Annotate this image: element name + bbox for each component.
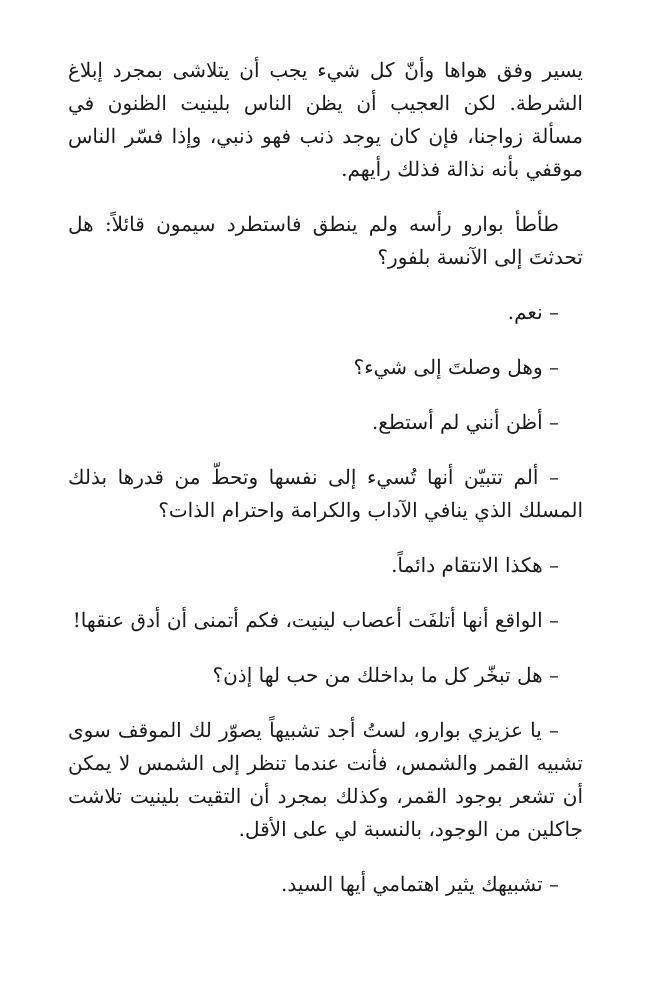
dialogue-line: – هل تبخّر كل ما بداخلك من حب لها إذن؟ <box>212 663 559 687</box>
dialogue-line: – أظن أنني لم أستطع. <box>371 410 559 434</box>
dialogue-line: – تشبيهك يثير اهتمامي أيها السيد. <box>280 872 559 896</box>
paragraph-continued: يسير وفق هواها وأنّ كل شيء يجب أن يتلاشى بمجرد إبلاغ الشرطة. لكن العجيب أن يظن الناس بلينيت الظنون في مسألة زواجنا، فإن كان يوجد ذنب فهو ذنبي، وإذا فسّر الناس موقفي بأنه نذالة فذلك رأيهم. <box>68 58 583 181</box>
paragraph-narration: طأطأ بوارو رأسه ولم ينطق فاستطرد سيمون قائلاً: هل تحدثتَ إلى الآنسة بلفور؟ <box>68 212 583 269</box>
dialogue-line: – يا عزيزي بوارو، لستُ أجد تشبيهاً يصوّر لك الموقف سوى تشبيه القمر والشمس، فأنت عندما تنظر إلى الشمس لا يمكن أن تشعر بوجود القمر، وكذلك بمجرد أن التقيت بلينيت تلاشت جاكلين من الوجود، بالنسبة لي على الأقل. <box>68 718 583 841</box>
dialogue-line: – هكذا الانتقام دائماً. <box>391 553 559 577</box>
dialogue-line: – وهل وصلتَ إلى شيء؟ <box>353 355 559 379</box>
dialogue-line: – ألم تتبيّن أنها تُسيء إلى نفسها وتحطّ من قدرها بذلك المسلك الذي ينافي الآداب والكرامة واحترام الذات؟ <box>68 465 583 522</box>
dialogue-line: – نعم. <box>507 300 559 324</box>
dialogue-line: – الواقع أنها أتلفَت أعصاب لينيت، فكم أتمنى أن أدق عنقها! <box>72 608 559 632</box>
book-page <box>68 54 583 901</box>
